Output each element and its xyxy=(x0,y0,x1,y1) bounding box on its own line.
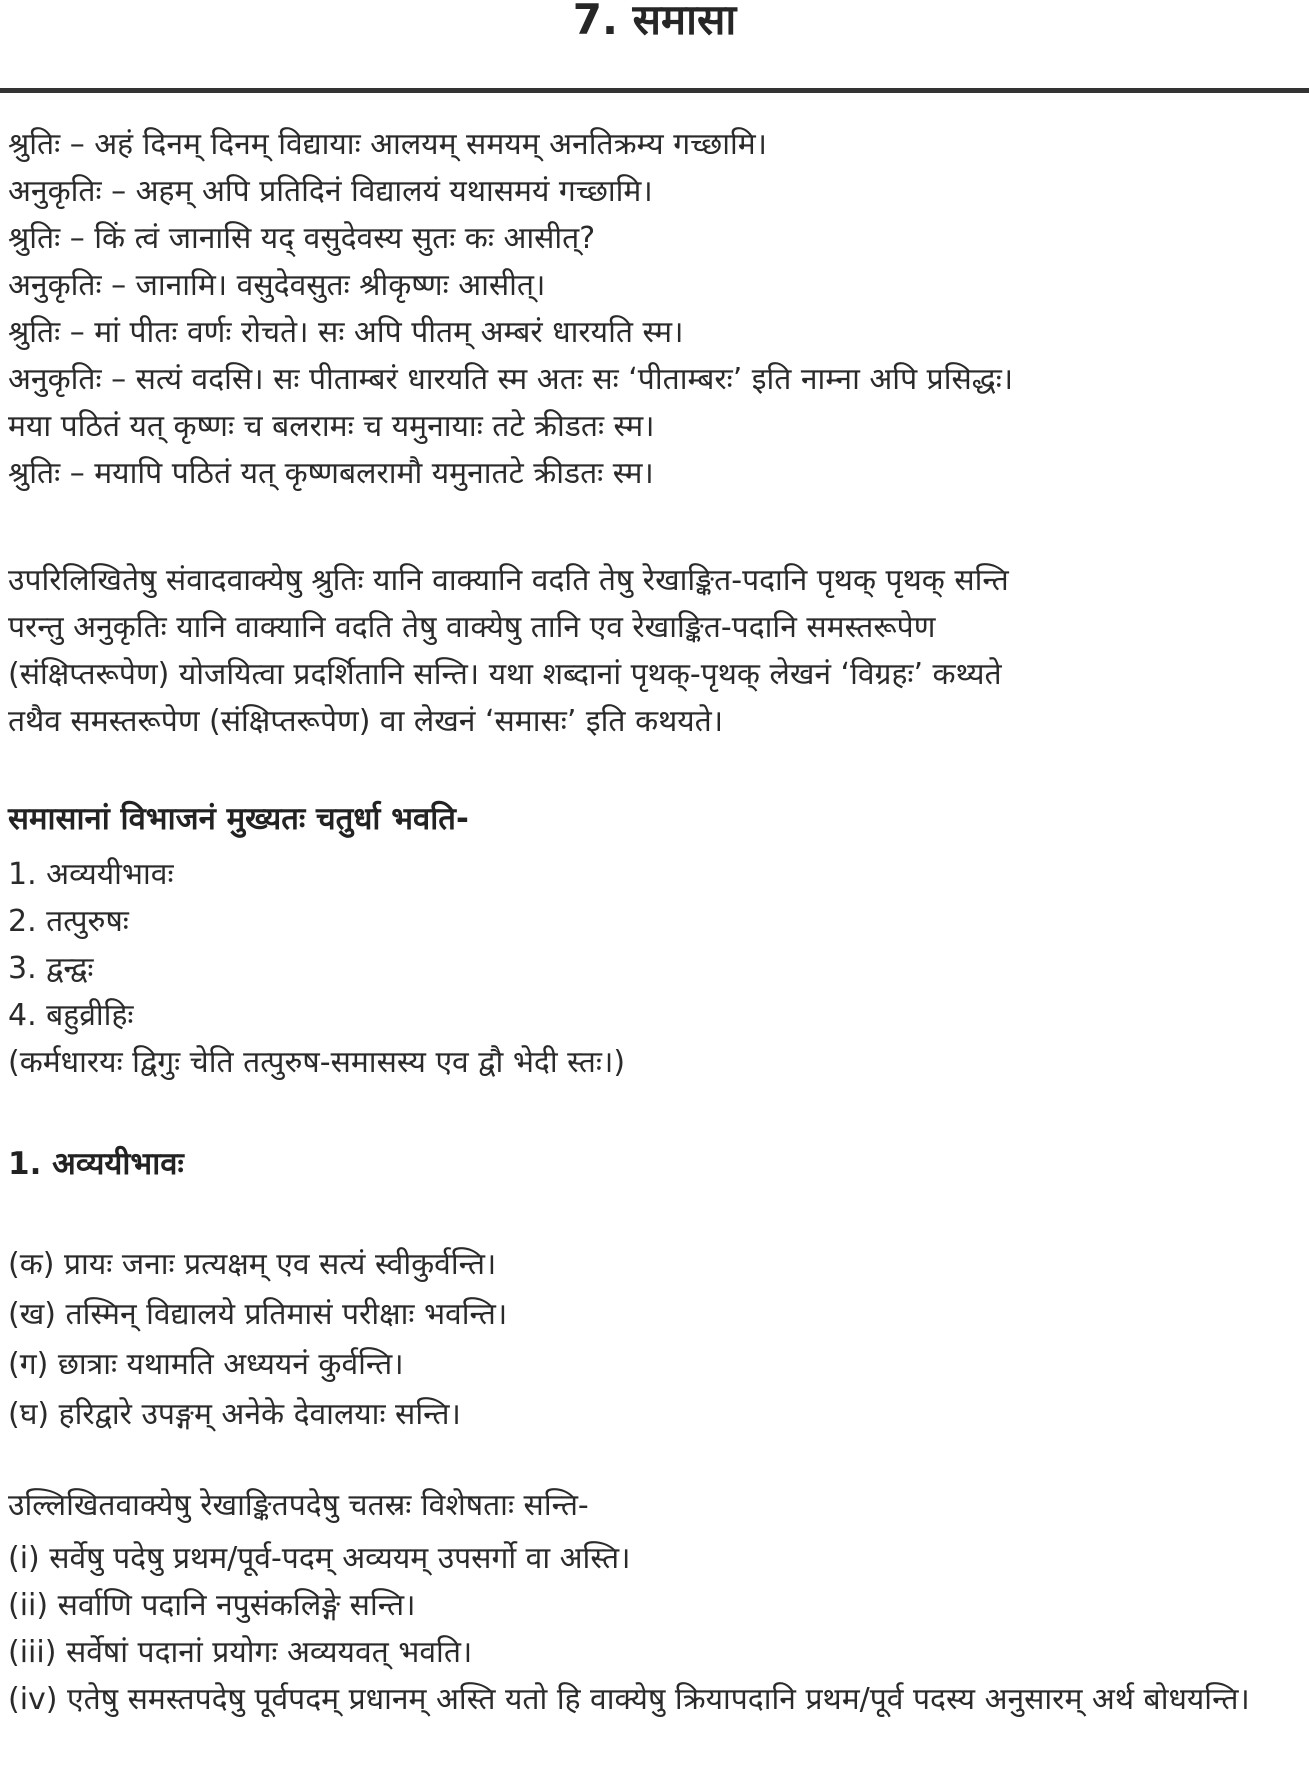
features-list xyxy=(8,1535,1295,1723)
dialogue-line: अनुकृतिः – सत्यं वदसि। सः पीताम्बरं धारयति स्म अतः सः ‘पीताम्बरः’ इति नाम्ना अपि प्रसिद्धः। xyxy=(8,362,1014,397)
chapter-title: 7. समासा xyxy=(572,0,737,44)
page-content xyxy=(0,121,1309,1723)
division-item: 4. बहुव्रीहिः xyxy=(8,998,134,1033)
division-list xyxy=(8,851,1295,1086)
section-heading-avyayibhava: 1. अव्ययीभावः xyxy=(8,1146,184,1182)
example-sentence: (घ) हरिद्वारे उपङ्गम् अनेके देवालयाः सन्ति। xyxy=(8,1397,461,1432)
intro-paragraph xyxy=(8,557,1295,745)
feature-item: (iii) सर्वेषां पदानां प्रयोगः अव्ययवत् भवति। xyxy=(8,1635,473,1670)
dialogue-line: अनुकृतिः – अहम् अपि प्रतिदिनं विद्यालयं यथासमयं गच्छामि। xyxy=(8,174,653,209)
division-item: 2. तत्पुरुषः xyxy=(8,904,129,939)
intro-line: उपरिलिखितेषु संवादवाक्येषु श्रुतिः यानि वाक्यानि वदति तेषु रेखाङ्कित-पदानि पृथक् पृथक् सन्ति xyxy=(8,563,1009,598)
dialogue-block xyxy=(8,121,1295,497)
intro-line: तथैव समस्तरूपेण (संक्षिप्तरूपेण) वा लेखनं ‘समासः’ इति कथयते। xyxy=(8,704,724,739)
feature-item: (i) सर्वेषु पदेषु प्रथम/पूर्व-पदम् अव्ययम् उपसर्गो वा अस्ति। xyxy=(8,1541,631,1576)
features-intro: उल्लिखितवाक्येषु रेखाङ्कितपदेषु चतस्रः विशेषताः सन्ति- xyxy=(8,1488,589,1523)
division-item: 1. अव्ययीभावः xyxy=(8,857,174,892)
divider-rule xyxy=(0,88,1309,93)
dialogue-line: श्रुतिः – किं त्वं जानासि यद् वसुदेवस्य सुतः कः आसीत्? xyxy=(8,221,596,256)
feature-item: (iv) एतेषु समस्तपदेषु पूर्वपदम् प्रधानम् अस्ति यतो हि वाक्येषु क्रियापदानि प्रथम/पूर्व पदस्य अनुसारम् अर्थ बोधयन्ति। xyxy=(8,1682,1250,1717)
dialogue-line: मया पठितं यत् कृष्णः च बलरामः च यमुनायाः तटे क्रीडतः स्म। xyxy=(8,409,655,444)
dialogue-line: अनुकृतिः – जानामि। वसुदेवसुतः श्रीकृष्णः आसीत्। xyxy=(8,268,546,303)
division-heading: समासानां विभाजनं मुख्यतः चतुर्धा भवति- xyxy=(8,801,469,837)
example-sentence: (ग) छात्राः यथामति अध्ययनं कुर्वन्ति। xyxy=(8,1347,404,1382)
dialogue-line: श्रुतिः – अहं दिनम् दिनम् विद्यायाः आलयम् समयम् अनतिक्रम्य गच्छामि। xyxy=(8,127,768,162)
intro-line: परन्तु अनुकृतिः यानि वाक्यानि वदति तेषु वाक्येषु तानि एव रेखाङ्कित-पदानि समस्तरूपेण xyxy=(8,610,936,645)
dialogue-line: श्रुतिः – मयापि पठितं यत् कृष्णबलरामौ यमुनातटे क्रीडतः स्म। xyxy=(8,456,654,491)
example-sentence: (ख) तस्मिन् विद्यालये प्रतिमासं परीक्षाः भवन्ति। xyxy=(8,1297,508,1332)
division-item: 3. द्वन्द्वः xyxy=(8,951,94,986)
division-note: (कर्मधारयः द्विगुः चेति तत्पुरुष-समासस्य एव द्वौ भेदी स्तः।) xyxy=(8,1045,626,1080)
intro-line: (संक्षिप्तरूपेण) योजयित्वा प्रदर्शितानि सन्ति। यथा शब्दानां पृथक्-पृथक् लेखनं ‘विग्रहः’ कथ्यते xyxy=(8,657,1002,692)
example-sentence: (क) प्रायः जनाः प्रत्यक्षम् एव सत्यं स्वीकुर्वन्ति। xyxy=(8,1247,497,1282)
dialogue-line: श्रुतिः – मां पीतः वर्णः रोचते। सः अपि पीतम् अम्बरं धारयति स्म। xyxy=(8,315,684,350)
examples-block xyxy=(8,1240,1295,1440)
feature-item: (ii) सर्वाणि पदानि नपुसंकलिङ्गे सन्ति। xyxy=(8,1588,416,1623)
title-area xyxy=(0,0,1309,44)
